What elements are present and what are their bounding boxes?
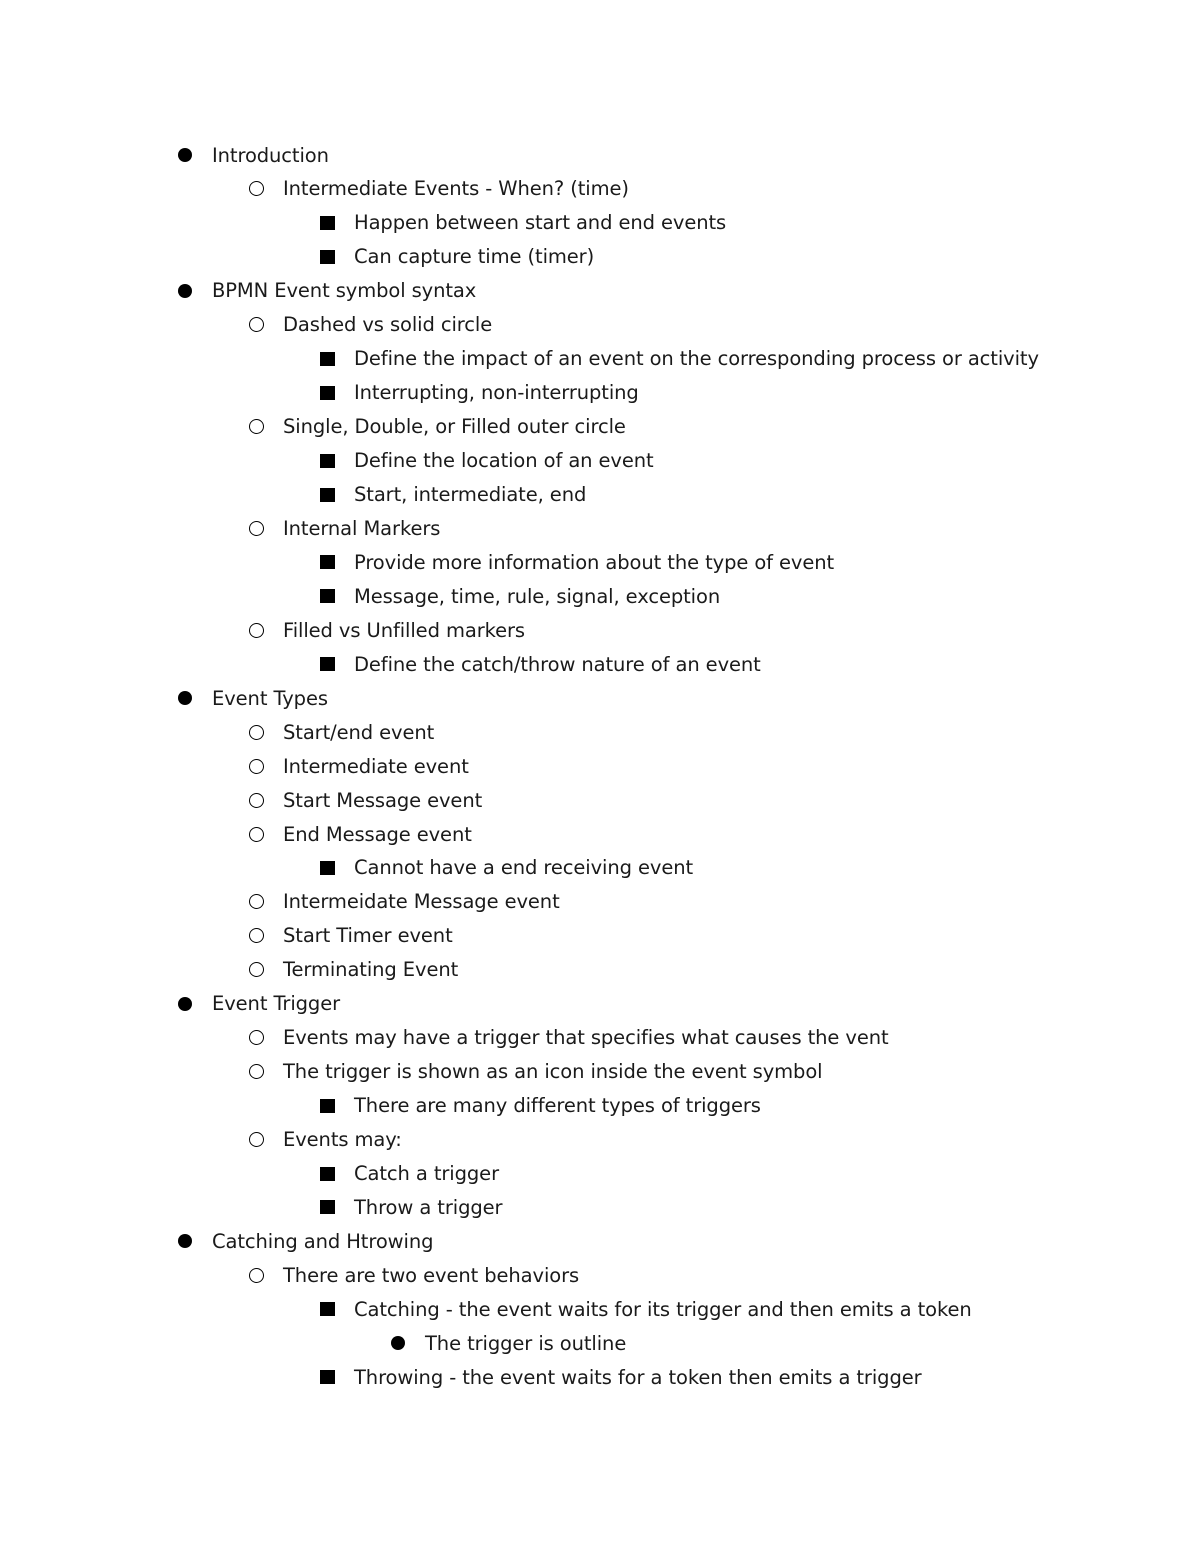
outline-item-level-2 — [249, 308, 492, 342]
square-bullet-icon — [320, 488, 335, 502]
outline-item-level-1 — [178, 138, 329, 172]
outline-item-level-3 — [320, 851, 693, 885]
outline-item-text: Event Types — [212, 686, 328, 710]
outline-item-level-1 — [178, 681, 328, 715]
outline-item-level-3 — [320, 444, 654, 478]
square-bullet-icon — [320, 1370, 335, 1384]
outline-item-text: Provide more information about the type of event — [354, 550, 835, 574]
square-bullet-icon — [320, 1099, 335, 1113]
filled-bullet-icon — [178, 997, 192, 1011]
filled-bullet-icon — [178, 284, 192, 298]
outline-item-text: There are two event behaviors — [283, 1263, 580, 1287]
outline-item-text: Filled vs Unfilled markers — [283, 618, 525, 642]
outline-item-text: Intermediate event — [283, 754, 469, 778]
outline-item-text: Start Message event — [283, 788, 483, 812]
square-bullet-icon — [320, 589, 335, 603]
outline-item-level-2 — [249, 613, 525, 647]
outline-item-text: There are many different types of triggers — [354, 1094, 761, 1118]
outline-item-level-3 — [320, 545, 834, 579]
outline-item-text: Cannot have a end receiving event — [354, 856, 694, 880]
outline-item-level-3 — [320, 342, 1039, 376]
outline-item-text: Single, Double, or Filled outer circle — [283, 415, 626, 439]
outline-item-level-2 — [249, 1258, 579, 1292]
outline-item-text: BPMN Event symbol syntax — [212, 279, 477, 303]
square-bullet-icon — [320, 1200, 335, 1214]
filled-bullet-icon — [178, 691, 192, 705]
outline-item-text: Catching - the event waits for its trigger and then emits a token — [354, 1297, 972, 1321]
outline-item-level-3 — [320, 647, 761, 681]
outline-item-text: Start Timer event — [283, 924, 453, 948]
outline-item-text: Can capture time (timer) — [354, 245, 595, 269]
hollow-bullet-icon — [249, 725, 264, 740]
hollow-bullet-icon — [249, 827, 264, 842]
outline-item-level-2 — [249, 783, 482, 817]
outline-item-text: End Message event — [283, 822, 472, 846]
outline-item-text: Events may: — [283, 1128, 402, 1152]
outline-item-level-2 — [249, 953, 458, 987]
outline-item-text: Start, intermediate, end — [354, 483, 587, 506]
outline-item-level-3 — [320, 579, 720, 613]
outline-item-level-3 — [320, 206, 726, 240]
hollow-bullet-icon — [249, 623, 264, 638]
outline-item-level-1 — [178, 274, 476, 308]
outline-item-level-2 — [249, 1123, 402, 1157]
outline-item-level-3 — [320, 1292, 972, 1326]
outline-item-level-2 — [249, 817, 472, 851]
outline-item-text: Interrupting, non-interrupting — [354, 381, 639, 405]
filled-bullet-icon — [391, 1336, 405, 1350]
hollow-bullet-icon — [249, 759, 264, 774]
filled-bullet-icon — [178, 1234, 192, 1248]
square-bullet-icon — [320, 352, 335, 366]
hollow-bullet-icon — [249, 1064, 264, 1079]
hollow-bullet-icon — [249, 1030, 264, 1045]
outline-item-level-3 — [320, 1157, 499, 1191]
outline-item-text: The trigger is shown as an icon inside the event symbol — [283, 1060, 823, 1084]
outline-item-level-3 — [320, 1089, 761, 1123]
outline-item-level-3 — [320, 376, 639, 410]
outline-item-text: Dashed vs solid circle — [283, 313, 493, 337]
square-bullet-icon — [320, 216, 335, 230]
outline-item-level-2 — [249, 749, 469, 783]
outline-item-level-2 — [249, 1055, 822, 1089]
outline-item-text: Throw a trigger — [354, 1195, 503, 1219]
square-bullet-icon — [320, 1302, 335, 1316]
outline-item-level-2 — [249, 511, 440, 545]
hollow-bullet-icon — [249, 928, 264, 943]
outline-item-level-3 — [320, 1360, 922, 1394]
outline-item-level-2 — [249, 885, 560, 919]
outline-item-text: Start/end event — [283, 720, 435, 744]
outline-item-text: Introduction — [212, 143, 329, 167]
outline-item-level-4 — [391, 1326, 626, 1360]
hollow-bullet-icon — [249, 521, 264, 536]
outline-item-text: Message, time, rule, signal, exception — [354, 584, 721, 608]
outline-item-level-3 — [320, 240, 594, 274]
square-bullet-icon — [320, 657, 335, 671]
outline-item-level-1 — [178, 1224, 433, 1258]
filled-bullet-icon — [178, 148, 192, 162]
square-bullet-icon — [320, 386, 335, 400]
outline-item-level-2 — [249, 1021, 889, 1055]
outline-item-text: Define the catch/throw nature of an event — [354, 652, 761, 676]
outline-item-text: Throwing - the event waits for a token then emits a trigger — [354, 1365, 922, 1389]
outline-item-level-2 — [249, 715, 434, 749]
outline-item-level-1 — [178, 987, 340, 1021]
outline-item-text: Define the location of an event — [354, 449, 654, 473]
hollow-bullet-icon — [249, 962, 264, 977]
outline-item-level-2 — [249, 410, 626, 444]
outline-item-text: Event Trigger — [212, 992, 341, 1016]
outline-item-level-3 — [320, 478, 586, 512]
outline-item-text: Intermeidate Message event — [283, 890, 560, 914]
square-bullet-icon — [320, 454, 335, 468]
hollow-bullet-icon — [249, 894, 264, 909]
square-bullet-icon — [320, 861, 335, 875]
outline-item-level-2 — [249, 919, 453, 953]
hollow-bullet-icon — [249, 793, 264, 808]
square-bullet-icon — [320, 1167, 335, 1181]
hollow-bullet-icon — [249, 419, 264, 434]
outline-item-level-3 — [320, 1190, 502, 1224]
outline-item-text: Happen between start and end events — [354, 211, 727, 235]
hollow-bullet-icon — [249, 317, 264, 332]
square-bullet-icon — [320, 250, 335, 264]
hollow-bullet-icon — [249, 1132, 264, 1147]
outline-item-level-2 — [249, 172, 629, 206]
outline-item-text: Events may have a trigger that specifies what causes the vent — [283, 1026, 889, 1050]
outline-item-text: Catch a trigger — [354, 1162, 499, 1185]
outline-item-text: Intermediate Events - When? (time) — [283, 177, 629, 201]
outline-item-text: Define the impact of an event on the corresponding process or activity — [354, 347, 1039, 371]
outline-item-text: The trigger is outline — [425, 1331, 627, 1355]
outline-item-text: Terminating Event — [283, 958, 459, 982]
square-bullet-icon — [320, 555, 335, 569]
outline-item-text: Catching and Htrowing — [212, 1229, 434, 1253]
outline-item-text: Internal Markers — [283, 516, 441, 540]
hollow-bullet-icon — [249, 181, 264, 196]
hollow-bullet-icon — [249, 1268, 264, 1283]
